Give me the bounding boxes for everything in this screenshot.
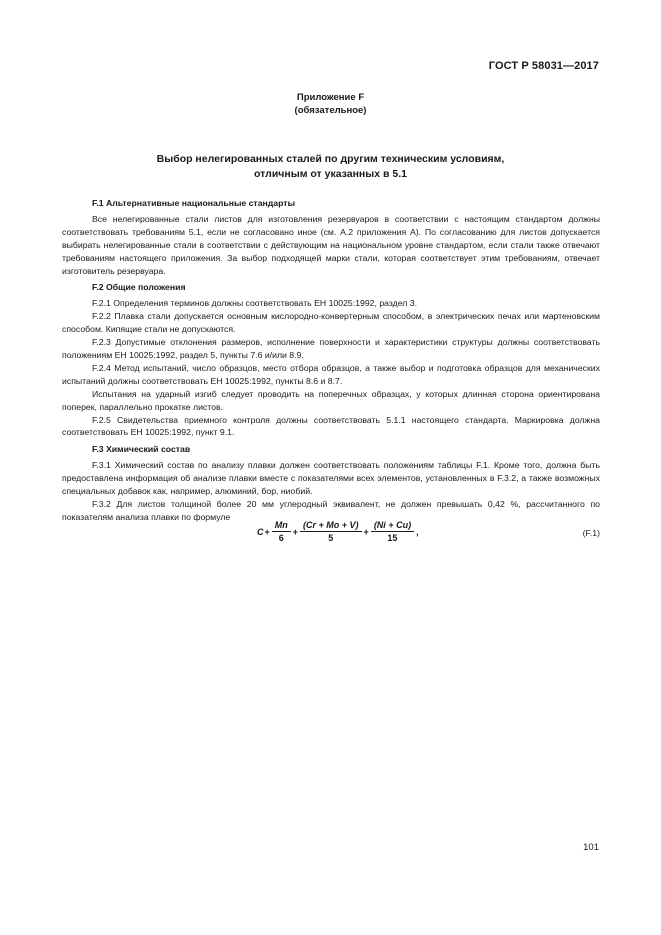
fraction-numerator: (Ni + Cu): [371, 520, 414, 532]
fraction-numerator: Mn: [272, 520, 291, 532]
formula-fraction-mn: [272, 520, 291, 543]
page-number: 101: [583, 842, 599, 853]
equation-number: (F.1): [582, 528, 600, 538]
formula-plus: +: [292, 526, 299, 537]
standard-header: ГОСТ Р 58031—2017: [488, 60, 599, 72]
paragraph-f2-3: F.2.3 Допустимые отклонения размеров, исполнение поверхности и характеристики структуры должны соответствовать положениям ЕН 10025:1992, раздел 5, пункты 7.6 и/или 8.9.: [62, 337, 600, 360]
paragraph-f2-1: F.2.1 Определения терминов должны соответствовать ЕН 10025:1992, раздел 3.: [92, 298, 418, 309]
formula-fraction-ni-cu: [371, 520, 414, 543]
formula-fraction-cr-mo-v: [300, 520, 362, 543]
title-line-1: Выбор нелегированных сталей по другим техническим условиям,: [156, 153, 505, 165]
fraction-denominator: 6: [278, 533, 284, 543]
fraction-numerator: (Cr + Mo + V): [300, 520, 362, 532]
carbon-equivalent-formula: [257, 520, 420, 543]
fraction-denominator: 15: [387, 533, 398, 543]
paragraph-f2-5: F.2.5 Свидетельства приемного контроля должны соответствовать 5.1.1 настоящего стандарта. Маркировка должна соответствовать ЕН 10025:1992, пункт 9.1.: [62, 414, 600, 438]
formula-row: [62, 520, 600, 550]
appendix-heading: [0, 92, 661, 117]
section-heading-f2: F.2 Общие положения: [92, 282, 186, 293]
appendix-label: Приложение F: [296, 92, 365, 103]
appendix-title: [0, 152, 661, 181]
fraction-denominator: 5: [328, 533, 334, 543]
appendix-status: (обязательное): [294, 104, 367, 116]
title-line-2: отличным от указанных в 5.1: [254, 167, 407, 180]
body-text: [62, 197, 600, 524]
formula-c: C: [257, 526, 264, 537]
paragraph-f3-1: F.3.1 Химический состав по анализу плавки должен соответствовать положениям таблицы F.1. Кроме того, должна быть предоставлена информация об анализе плавки вместе с показателями всех элементов, установленных в F.3.2, а также возможных специальных добавок как, например, алюминий, бор, ниобий.: [62, 460, 600, 497]
paragraph-f2-4-impact: Испытания на ударный изгиб следует проводить на поперечных образцах, у которых длинная сторона ориентирована поперек, параллельно прокатке листов.: [62, 388, 600, 412]
section-heading-f1: F.1 Альтернативные национальные стандарты: [92, 198, 295, 208]
section-heading-f3: F.3 Химический состав: [92, 444, 191, 455]
formula-plus: +: [264, 526, 270, 537]
formula-end: ,: [416, 526, 419, 537]
paragraph-f1: Все нелегированные стали листов для изготовления резервуаров в соответствии с настоящим стандартом должны соответствовать требованиям 5.1, если не согласовано иное (см. А.2 приложения А). По согласованию для листов допускается выбирать нелегированные стали в соответствии с действующим на национальном уровне стандартом, если стали также отвечают требованиям настоящего приложения. За выбор подходящей марки стали, которая соответствует этим требованиям, отвечает изготовитель резервуара.: [62, 213, 600, 276]
paragraph-f2-2: F.2.2 Плавка стали допускается основным кислородно-конвертерным способом, в электрических печах или мартеновским способом. Кипящие стали не допускаются.: [62, 311, 600, 335]
paragraph-f2-4: F.2.4 Метод испытаний, число образцов, место отбора образцов, а также выбор и подготовка образцов для механических испытаний должны соответствовать ЕН 10025:1992, пункты 8.6 и 8.7.: [62, 362, 600, 386]
paragraph-f3-2: F.3.2 Для листов толщиной более 20 мм углеродный эквивалент, не должен превышать 0,42 %, рассчитанного по показателям анализа плавки по формуле: [62, 498, 600, 522]
formula-plus: +: [363, 526, 369, 537]
